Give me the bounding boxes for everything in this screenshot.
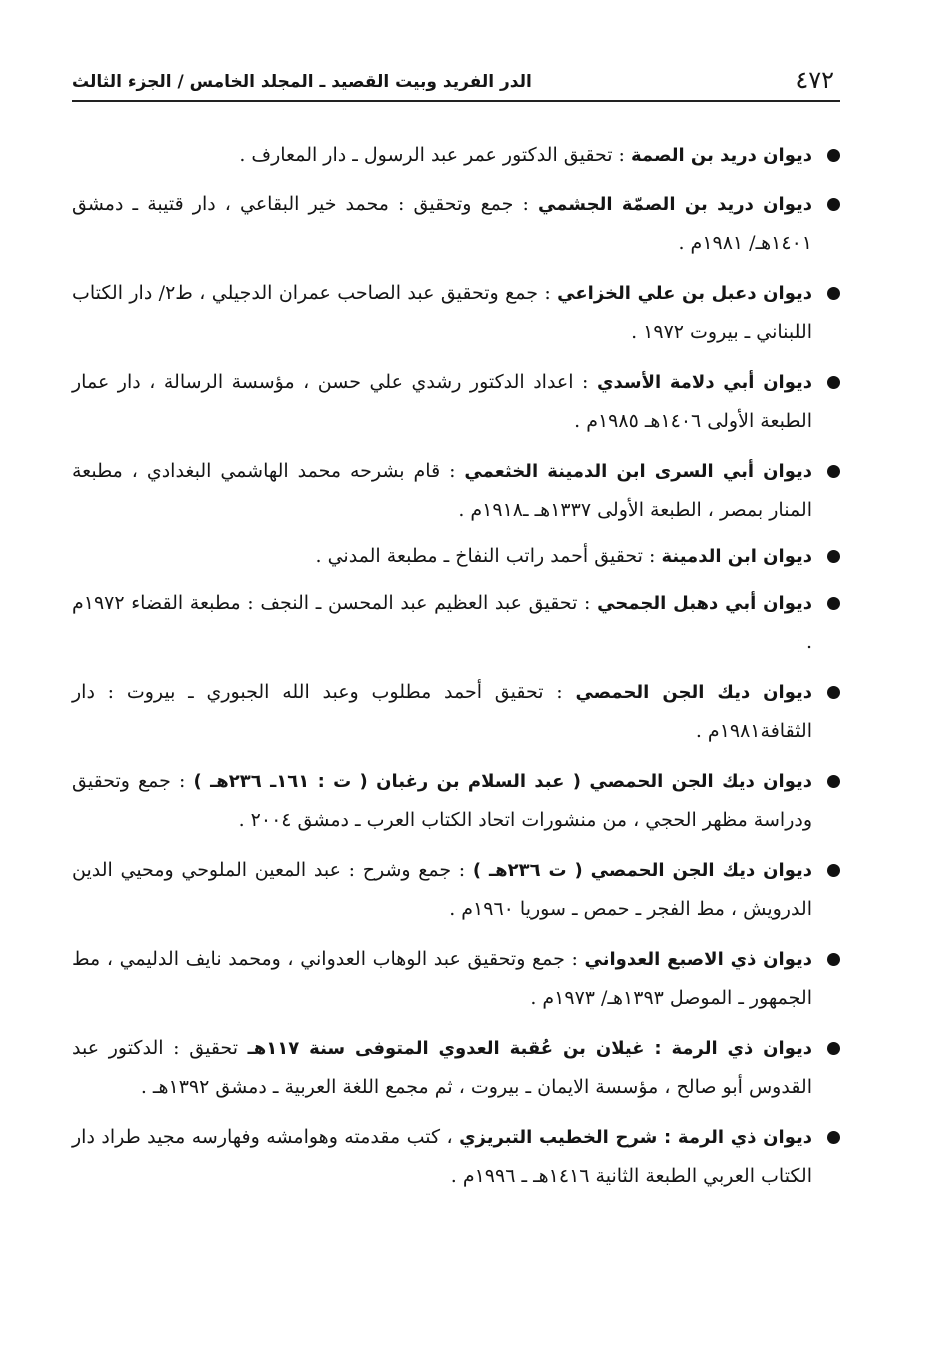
bibliography-entry xyxy=(72,673,840,750)
entry-title: ديوان دريد بن الصمة xyxy=(631,145,812,166)
book-page xyxy=(72,56,840,1346)
running-title: الدر الفريد وبيت القصيد ـ المجلد الخامس / الجزء الثالث xyxy=(72,72,532,92)
entry-details: : تحقيق الدكتور عمر عبد الرسول ـ دار المعارف . xyxy=(239,144,632,166)
entry-details: : تحقيق أحمد مطلوب وعبد الله الجبوري ـ بيروت : دار الثقافة١٩٨١م . xyxy=(72,681,812,742)
bibliography-entry xyxy=(72,851,840,928)
entry-title: ديوان ذي الرمة : شرح الخطيب التبريزي xyxy=(459,1127,812,1148)
bullet-icon xyxy=(827,864,840,877)
page-header xyxy=(72,56,840,102)
entry-title: ديوان دعبل بن علي الخزاعي xyxy=(557,283,812,304)
entry-details: ، كتب مقدمته وهوامشه وفهارسه مجيد طراد دار الكتاب العربي الطبعة الثانية ١٤١٦هـ ـ ١٩٩٦م . xyxy=(72,1126,812,1187)
entry-title: ديوان دريد بن الصمّة الجشمي xyxy=(538,194,812,215)
entry-title: ديوان ابن الدمينة xyxy=(661,546,812,567)
entry-details: : جمع وتحقيق عبد الوهاب العدواني ، ومحمد نايف الدليمي ، مط الجمهور ـ الموصل ١٣٩٣هـ/ ١٩٧٣م . xyxy=(72,948,812,1009)
entry-details: : تحقيق عبد العظيم عبد المحسن ـ النجف : مطبعة القضاء ١٩٧٢م . xyxy=(72,592,812,653)
bullet-icon xyxy=(827,376,840,389)
entry-title: ديوان ديك الجن الحمصي xyxy=(575,682,812,703)
entry-details: : اعداد الدكتور رشدي علي حسن ، مؤسسة الرسالة ، دار عمار الطبعة الأولى ١٤٠٦هـ ١٩٨٥م . xyxy=(72,371,812,432)
bibliography-entry xyxy=(72,274,840,351)
bullet-icon xyxy=(827,686,840,699)
bibliography-entry xyxy=(72,185,840,262)
entry-title: ديوان ديك الجن الحمصي ( عبد السلام بن رغبان ( ت : ١٦١ـ ٢٣٦هـ ) xyxy=(193,771,813,792)
bullet-icon xyxy=(827,149,840,162)
entry-title: ديوان ذي الرمة : غيلان بن عُقبة العدوي المتوفى سنة ١١٧هـ xyxy=(247,1038,812,1059)
bullet-icon xyxy=(827,198,840,211)
entry-title: ديوان أبي دلامة الأسدي xyxy=(596,372,813,393)
bullet-icon xyxy=(827,597,840,610)
page-number: ٤٧٢ xyxy=(795,66,834,94)
bibliography-entry xyxy=(72,537,840,576)
bibliography-entry xyxy=(72,452,840,529)
entry-details: تحقيق : الدكتور عبد القدوس أبو صالح ، مؤسسة الايمان ـ بيروت ، ثم مجمع اللغة العربية ـ دمشق ١٣٩٢هـ . xyxy=(72,1037,812,1098)
entry-details: : جمع وتحقيق ودراسة مظهر الحجي ، من منشورات اتحاد الكتاب العرب ـ دمشق ٢٠٠٤ . xyxy=(72,770,812,831)
bullet-icon xyxy=(827,1131,840,1144)
bullet-icon xyxy=(827,465,840,478)
bullet-icon xyxy=(827,1042,840,1055)
entry-details: : جمع وتحقيق عبد الصاحب عمران الدجيلي ، ط٢/ دار الكتاب اللبناني ـ بيروت ١٩٧٢ . xyxy=(72,282,812,343)
bibliography-entry xyxy=(72,1029,840,1106)
bibliography-entry xyxy=(72,1118,840,1195)
entry-details: : جمع وشرح : عبد المعين الملوحي ومحيي الدين الدرويش ، مط الفجر ـ حمص ـ سوريا ١٩٦٠م . xyxy=(72,859,812,920)
bibliography-entry xyxy=(72,136,840,175)
bullet-icon xyxy=(827,550,840,563)
bullet-icon xyxy=(827,953,840,966)
entry-title: ديوان أبي دهبل الجمحي xyxy=(597,593,812,614)
bibliography-entry xyxy=(72,584,840,661)
bibliography-entry xyxy=(72,363,840,440)
bullet-icon xyxy=(827,287,840,300)
entry-details: : قام بشرحه محمد الهاشمي البغدادي ، مطبعة المنار بمصر ، الطبعة الأولى ١٣٣٧هـ ـ١٩١٨م . xyxy=(72,460,812,521)
entry-title: ديوان ديك الجن الحمصي ( ت ٢٣٦هـ ) xyxy=(472,860,812,881)
bibliography-entry xyxy=(72,940,840,1017)
entry-title: ديوان ذي الاصبع العدواني xyxy=(584,949,812,970)
entry-details: : جمع وتحقيق : محمد خير البقاعي ، دار قتيبة ـ دمشق ١٤٠١هـ/ ١٩٨١م . xyxy=(72,193,812,254)
bibliography-list xyxy=(72,136,840,1195)
entry-details: : تحقيق أحمد راتب النفاخ ـ مطبعة المدني . xyxy=(315,545,662,567)
bullet-icon xyxy=(827,775,840,788)
entry-title: ديوان أبي السرى ابن الدمينة الخثعمي xyxy=(464,461,812,482)
bibliography-entry xyxy=(72,762,840,839)
